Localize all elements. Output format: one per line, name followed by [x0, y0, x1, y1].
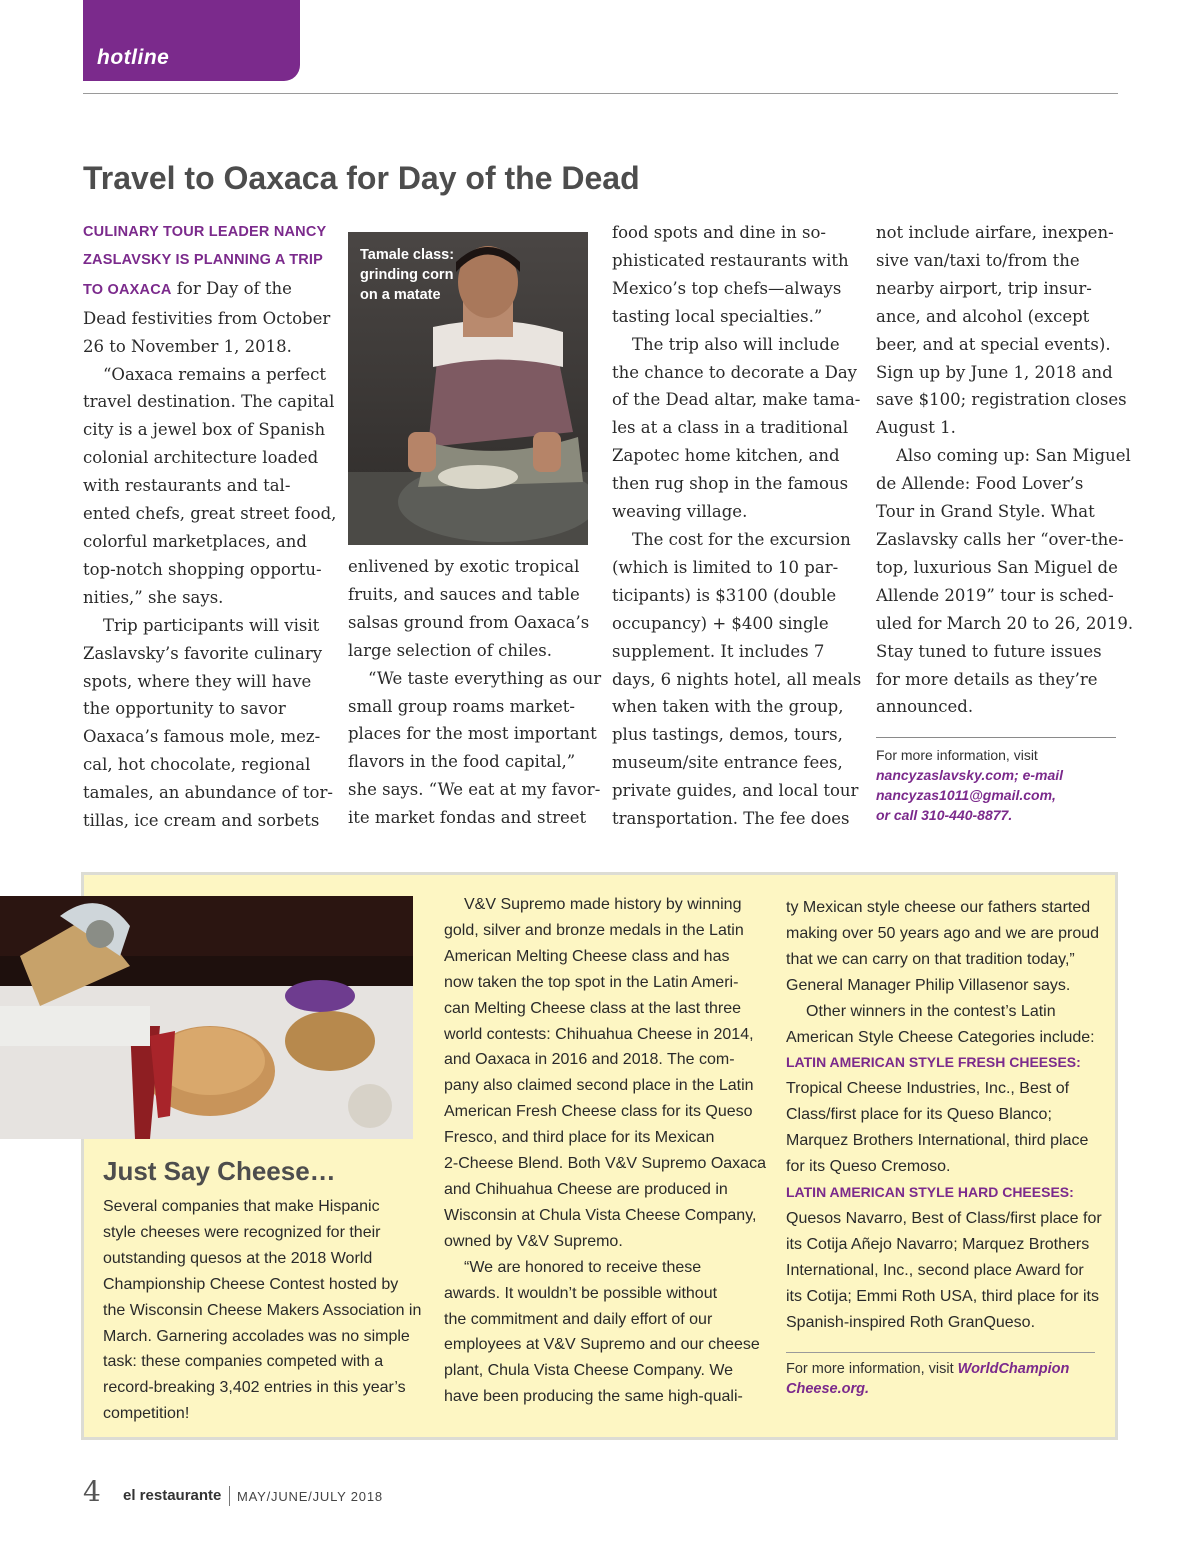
text-line: its Cotija Añejo Navarro; Marquez Brothers — [786, 1235, 1090, 1253]
text-line: General Manager Philip Villasenor says. — [786, 976, 1071, 994]
text-line: announced. — [876, 697, 974, 717]
text-line: of the Dead altar, make tama- — [612, 390, 861, 410]
text-line: the Wisconsin Cheese Makers Association in — [103, 1301, 422, 1319]
article-column-4 — [876, 219, 1134, 721]
text-line: tasting local specialties.” — [612, 306, 823, 326]
text-line: sive van/taxi to/from the — [876, 250, 1080, 270]
issue-date: MAY/JUNE/JULY 2018 — [237, 1489, 383, 1504]
section-label: hotline — [97, 46, 170, 69]
info-intro: For more information, visit — [786, 1361, 954, 1377]
text-line: flavors in the food capital,” — [348, 752, 576, 772]
text-line: ite market fondas and street — [348, 808, 587, 828]
caption-line: Tamale class: — [360, 247, 455, 263]
info-phone: or call 310-440-8877. — [876, 807, 1013, 823]
text-line: International, Inc., second place Award for — [786, 1261, 1084, 1279]
cheese-title: Just Say Cheese… — [103, 1156, 336, 1186]
text-line: The cost for the excursion — [632, 529, 851, 549]
hard-cheeses-heading: LATIN AMERICAN STYLE HARD CHEESES: — [786, 1183, 1074, 1200]
text-line: when taken with the group, — [612, 697, 844, 717]
cheese-awards-photo — [0, 896, 413, 1139]
text-line: Dead festivities from October — [83, 308, 331, 328]
hard-cheeses-list — [786, 1206, 1101, 1336]
text-line: nities,” she says. — [83, 587, 224, 607]
text-line: Allende 2019” tour is sched- — [876, 585, 1114, 605]
text-line: not include airfare, inexpen- — [876, 223, 1114, 242]
cheese-website-link[interactable]: WorldChampion — [957, 1361, 1070, 1377]
text-line: now taken the top spot in the Latin Ameri- — [444, 973, 739, 991]
photo-illustration — [0, 896, 413, 1139]
text-line: record-breaking 3,402 entries in this year’s — [103, 1379, 406, 1397]
text-line: ty Mexican style cheese our fathers started — [786, 899, 1091, 916]
text-line: employees at V&V Supremo and our cheese — [444, 1336, 760, 1354]
text-line: owned by V&V Supremo. — [444, 1232, 623, 1250]
caption-line: on a matate — [360, 287, 441, 303]
text-line: American Style Cheese Categories include: — [786, 1028, 1095, 1046]
text-line: Several companies that make Hispanic — [103, 1198, 380, 1215]
cheese-col3-intro — [786, 895, 1101, 1050]
text-line: large selection of chiles. — [348, 640, 552, 660]
fresh-cheeses-list — [786, 1076, 1101, 1180]
body-fragment: for Day of the — [171, 278, 292, 298]
text-line: task: these companies competed with a — [103, 1353, 384, 1371]
text-line: and Oaxaca in 2016 and 2018. The com- — [444, 1051, 735, 1069]
text-line: plus tastings, demos, tours, — [612, 725, 843, 745]
text-line: days, 6 nights hotel, all meals — [612, 669, 862, 689]
text-line: phisticated restaurants with — [612, 250, 849, 270]
footer-separator — [229, 1486, 230, 1506]
text-line: Stay tuned to future issues — [876, 641, 1102, 661]
lead-line: ZASLAVSKY IS PLANNING A TRIP — [83, 251, 324, 268]
text-line: world contests: Chihuahua Cheese in 2014, — [444, 1025, 754, 1043]
text-line: Oaxaca’s famous mole, mez- — [83, 727, 321, 747]
text-line: 2-Cheese Blend. Both V&V Supremo Oaxaca — [444, 1155, 766, 1173]
text-line: nearby airport, trip insur- — [876, 278, 1092, 298]
text-line: for more details as they’re — [876, 669, 1098, 689]
text-line: Tour in Grand Style. What — [876, 502, 1095, 522]
text-line: the opportunity to savor — [83, 699, 286, 719]
caption-line: grinding corn — [360, 267, 454, 283]
text-line: transportation. The fee does — [612, 809, 850, 829]
text-line: competition! — [103, 1405, 190, 1423]
text-line: awards. It wouldn’t be possible without — [444, 1284, 718, 1302]
text-line: 26 to November 1, 2018. — [83, 336, 292, 356]
text-line: Spanish-inspired Roth GranQueso. — [786, 1313, 1036, 1331]
text-line: Zapotec home kitchen, and — [612, 446, 840, 466]
article-column-1 — [83, 219, 337, 835]
text-line: save $100; registration closes — [876, 390, 1127, 410]
text-line: les at a class in a traditional — [612, 418, 849, 438]
text-line: American Fresh Cheese class for its Queso — [444, 1103, 753, 1121]
text-line: Championship Cheese Contest hosted by — [103, 1275, 399, 1293]
text-line: ented chefs, great street food, — [83, 504, 337, 524]
article-title: Travel to Oaxaca for Day of the Dead — [83, 160, 640, 196]
text-line: Tropical Cheese Industries, Inc., Best of — [786, 1080, 1070, 1098]
text-line: fruits, and sauces and table — [348, 584, 580, 604]
text-line: colonial architecture loaded — [83, 448, 319, 468]
text-line: “Oaxaca remains a perfect — [103, 364, 327, 384]
text-line: that we can carry on that tradition today,” — [786, 950, 1075, 968]
text-line: Wisconsin at Chula Vista Cheese Company, — [444, 1206, 757, 1224]
text-line: making over 50 years ago and we are proud — [786, 924, 1100, 942]
text-line: March. Garnering accolades was no simple — [103, 1327, 410, 1345]
text-line: with restaurants and tal- — [83, 476, 291, 496]
header-rule — [83, 93, 1118, 94]
info-email[interactable]: nancyzas1011@gmail.com, — [876, 787, 1056, 803]
text-line: and Chihuahua Cheese are produced in — [444, 1180, 728, 1198]
text-line: uled for March 20 to 26, 2019. — [876, 613, 1134, 633]
text-line: tillas, ice cream and sorbets — [83, 811, 320, 831]
text-line: can Melting Cheese class at the last three — [444, 999, 742, 1017]
article-column-2 — [348, 553, 602, 832]
text-line: supplement. It includes 7 — [612, 641, 825, 661]
text-line: the commitment and daily effort of our — [444, 1310, 713, 1328]
text-line: spots, where they will have — [83, 671, 312, 691]
text-line: Also coming up: San Miguel — [896, 446, 1131, 466]
column-1-body — [83, 305, 337, 835]
text-line: de Allende: Food Lover’s — [876, 474, 1084, 494]
text-line: plant, Chula Vista Cheese Company. We — [444, 1362, 734, 1380]
text-line: V&V Supremo made history by winning — [464, 896, 742, 913]
text-line: Zaslavsky’s favorite culinary — [83, 643, 323, 663]
text-line: have been producing the same high-quali- — [444, 1388, 743, 1406]
text-line: (which is limited to 10 par- — [612, 557, 839, 577]
text-line: ance, and alcohol (except — [876, 306, 1090, 326]
text-line: occupancy) + $400 single — [612, 613, 829, 633]
text-line: Quesos Navarro, Best of Class/first place for — [786, 1209, 1102, 1227]
info-intro: For more information, visit — [876, 747, 1038, 763]
text-line: then rug shop in the famous — [612, 474, 849, 494]
text-line: Class/first place for its Queso Blanco; — [786, 1106, 1052, 1124]
text-line: Zaslavsky calls her “over-the- — [876, 529, 1124, 549]
text-line: beer, and at special events). — [876, 334, 1111, 354]
text-line: gold, silver and bronze medals in the Latin — [444, 921, 744, 939]
text-line: tamales, an abundance of tor- — [83, 783, 333, 803]
text-line: museum/site entrance fees, — [612, 753, 843, 773]
photo-caption — [360, 245, 454, 305]
article-contact-info — [876, 745, 1063, 825]
text-line: outstanding quesos at the 2018 World — [103, 1249, 373, 1267]
text-line: food spots and dine in so- — [612, 223, 826, 242]
text-line: Marquez Brothers International, third place — [786, 1132, 1089, 1150]
text-line: places for the most important — [348, 724, 597, 744]
fresh-cheeses-heading: LATIN AMERICAN STYLE FRESH CHEESES: — [786, 1054, 1081, 1071]
info-website-email[interactable]: nancyzaslavsky.com; e-mail — [876, 767, 1064, 783]
text-line: Sign up by June 1, 2018 and — [876, 362, 1113, 382]
text-line: she says. “We eat at my favor- — [348, 780, 601, 800]
cheese-column-3 — [786, 895, 1101, 1335]
lead-line — [83, 275, 328, 305]
text-line: “We taste everything as our — [368, 668, 602, 688]
publication-name: el restaurante — [123, 1487, 222, 1504]
text-line: ticipants) is $3100 (double — [612, 585, 837, 605]
text-line: private guides, and local tour — [612, 781, 859, 801]
text-line: top, luxurious San Miguel de — [876, 557, 1118, 577]
text-line: August 1. — [876, 418, 956, 438]
lead-line: CULINARY TOUR LEADER NANCY — [83, 224, 327, 240]
text-line: style cheeses were recognized for their — [103, 1223, 381, 1241]
text-line: Trip participants will visit — [103, 615, 320, 635]
cheese-info-line — [786, 1359, 1069, 1379]
text-line: city is a jewel box of Spanish — [83, 420, 326, 440]
text-line: “We are honored to receive these — [464, 1258, 702, 1276]
text-line: colorful marketplaces, and — [83, 531, 307, 551]
cheese-column-2 — [444, 892, 764, 1410]
text-line: The trip also will include — [632, 334, 840, 354]
text-line: weaving village. — [612, 502, 748, 522]
text-line: cal, hot chocolate, regional — [83, 755, 311, 775]
text-line: American Melting Cheese class and has — [444, 947, 730, 965]
text-line: top-notch shopping opportu- — [83, 559, 322, 579]
text-line: for its Queso Cremoso. — [786, 1158, 951, 1176]
lead-fragment: TO OAXACA — [83, 281, 172, 298]
text-line: Fresco, and third place for its Mexican — [444, 1129, 715, 1147]
text-line: the chance to decorate a Day — [612, 362, 857, 382]
text-line: salsas ground from Oaxaca’s — [348, 612, 590, 632]
info-rule — [876, 737, 1116, 738]
cheese-website-link-cont[interactable]: Cheese.org. — [786, 1381, 869, 1397]
text-line: Other winners in the contest’s Latin — [806, 1002, 1056, 1020]
cheese-contact-info — [786, 1359, 1069, 1399]
text-line: pany also claimed second place in the Latin — [444, 1077, 754, 1095]
text-line: its Cotija; Emmi Roth USA, third place for its — [786, 1287, 1099, 1305]
page-number: 4 — [83, 1475, 101, 1508]
text-line: small group roams market- — [348, 696, 575, 716]
cheese-column-1 — [103, 1194, 422, 1427]
article-column-3 — [612, 219, 862, 833]
text-line: Mexico’s top chefs—always — [612, 278, 842, 298]
text-line: enlivened by exotic tropical — [348, 557, 580, 576]
cheese-info-rule — [786, 1352, 1095, 1353]
text-line: travel destination. The capital — [83, 392, 335, 412]
